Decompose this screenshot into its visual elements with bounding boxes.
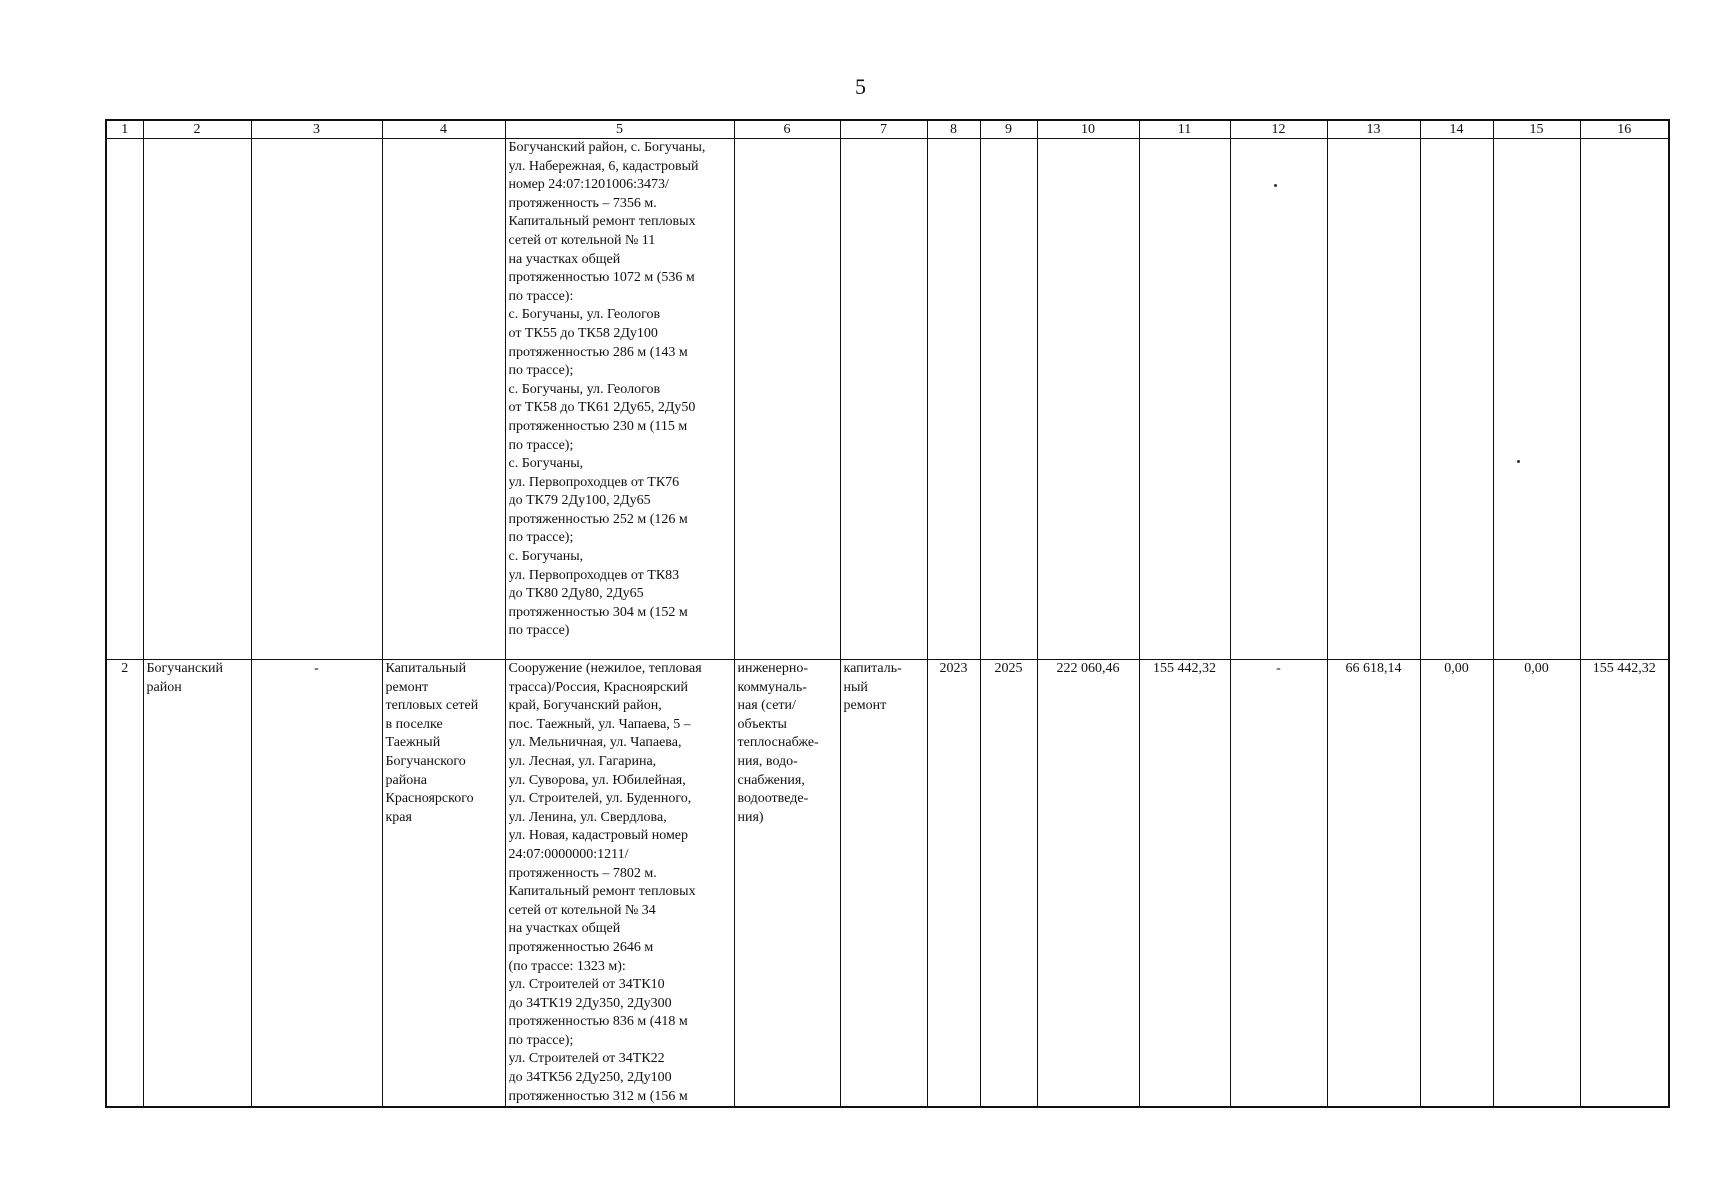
column-number: 1 [106, 120, 143, 139]
amount-cell [1420, 139, 1493, 660]
row-number-cell [106, 139, 143, 660]
municipality-cell [143, 139, 251, 660]
amount-cell [1139, 139, 1230, 660]
column-number: 9 [980, 120, 1037, 139]
table-row [106, 139, 1669, 660]
work-type-cell: капиталь- ный ремонт [840, 660, 927, 1108]
end-year-cell [980, 139, 1037, 660]
column-number: 7 [840, 120, 927, 139]
start-year-cell [927, 139, 980, 660]
column-number: 6 [734, 120, 840, 139]
object-description-text: Богучанский район, с. Богучаны, ул. Набережная, 6, кадастровый номер 24:07:1201006:3473/ протяженность – 7356 м. Капитальный ремонт тепловых сетей от котельной № 11 на участках общей протяженностью 1072 м (536 м по трассе): с. Богучаны, ул. Геологов от ТК55 до ТК58 2Ду100 протяженностью 286 м (143 м по трассе); с. Богучаны, ул. Геологов от ТК58 до ТК61 2Ду65, 2Ду50 протяженностью 230 м (115 м по трассе); с. Богучаны, ул. Первопроходцев от ТК76 до ТК79 2Ду100, 2Ду65 протяженностью 252 м (126 м по трассе); с. Богучаны, ул. Первопроходцев от ТК83 до ТК80 2Ду80, 2Ду65 протяженностью 304 м (152 м по трассе) [508, 140, 706, 639]
column-number: 4 [382, 120, 505, 139]
amount-cell: 66 618,14 [1327, 660, 1420, 1108]
column-number: 15 [1493, 120, 1580, 139]
scan-speck [1517, 460, 1520, 463]
amount-cell: 0,00 [1493, 660, 1580, 1108]
column-3-cell: - [251, 660, 382, 1108]
column-number: 5 [505, 120, 734, 139]
column-number: 8 [927, 120, 980, 139]
row-number-cell: 2 [106, 660, 143, 1108]
total-cost-cell: 222 060,46 [1037, 660, 1139, 1108]
column-number: 2 [143, 120, 251, 139]
amount-cell [1580, 139, 1669, 660]
amount-cell: 155 442,32 [1139, 660, 1230, 1108]
amount-cell: 0,00 [1420, 660, 1493, 1108]
object-type-cell: инженерно- коммуналь- ная (сети/ объекты теплоснабже- ния, водо- снабжения, водоотведе- ния) [734, 660, 840, 1108]
scan-speck [1274, 184, 1277, 187]
object-description-cell [505, 660, 734, 1108]
column-12-cell [1230, 139, 1327, 660]
program-table [105, 119, 1670, 1108]
amount-cell [1493, 139, 1580, 660]
end-year-cell: 2025 [980, 660, 1037, 1108]
column-number: 16 [1580, 120, 1669, 139]
column-number: 10 [1037, 120, 1139, 139]
amount-cell: 155 442,32 [1580, 660, 1669, 1108]
project-name-cell: Капитальный ремонт тепловых сетей в поселке Таежный Богучанского района Красноярского края [382, 660, 505, 1108]
total-cost-cell [1037, 139, 1139, 660]
column-3-cell [251, 139, 382, 660]
column-number: 14 [1420, 120, 1493, 139]
page-number: 5 [855, 74, 866, 99]
object-description-text: Сооружение (нежилое, тепловая трасса)/Россия, Красноярский край, Богучанский район, пос. Таежный, ул. Чапаева, 5 – ул. Мельничная, ул. Чапаева, ул. Лесная, ул. Гагарина, ул. Суворова, ул. Юбилейная, ул. Строителей, ул. Буденного, ул. Ленина, ул. Свердлова, ул. Новая, кадастровый номер 24:07:0000000:1211/ протяженность – 7802 м. Капитальный ремонт тепловых сетей от котельной № 34 на участках общей протяженностью 2646 м (по трассе: 1323 м): ул. Строителей от 34ТК10 до 34ТК19 2Ду350, 2Ду300 протяженностью 836 м (418 м по трассе); ул. Строителей от 34ТК22 до 34ТК56 2Ду250, 2Ду100 протяженностью 312 м (156 м [508, 661, 702, 1104]
object-type-cell [734, 139, 840, 660]
column-number: 12 [1230, 120, 1327, 139]
column-number: 13 [1327, 120, 1420, 139]
amount-cell [1327, 139, 1420, 660]
column-number: 3 [251, 120, 382, 139]
column-number-row [106, 120, 1669, 139]
municipality-cell: Богучанский район [143, 660, 251, 1108]
start-year-cell: 2023 [927, 660, 980, 1108]
work-type-cell [840, 139, 927, 660]
project-name-cell [382, 139, 505, 660]
object-description-cell [505, 139, 734, 660]
column-12-cell: - [1230, 660, 1327, 1108]
table-row [106, 660, 1669, 1108]
column-number: 11 [1139, 120, 1230, 139]
